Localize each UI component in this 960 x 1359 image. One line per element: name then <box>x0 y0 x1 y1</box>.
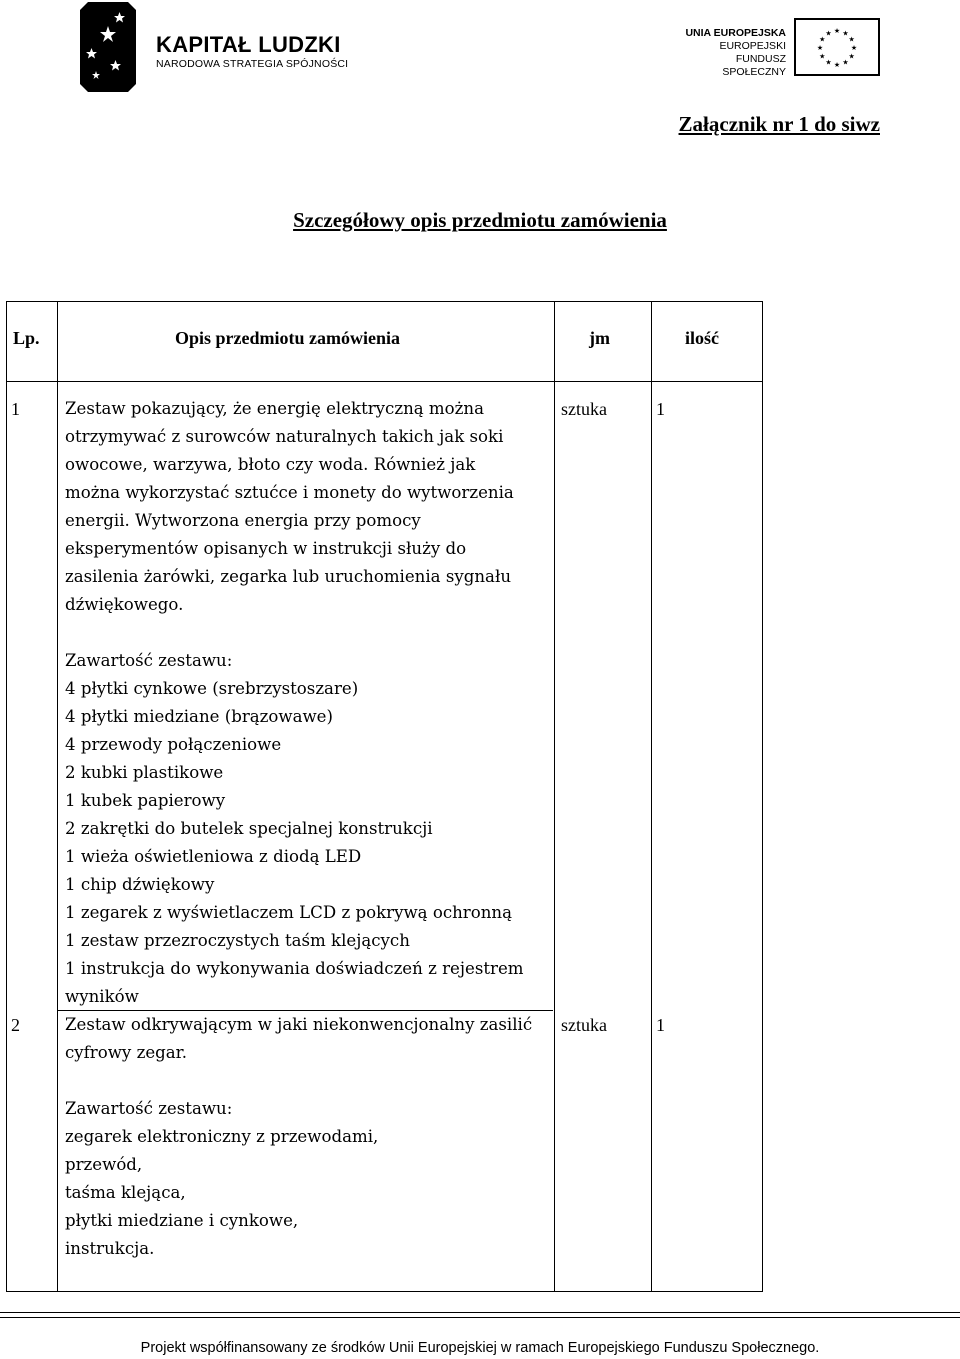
svg-text:★: ★ <box>842 58 849 67</box>
row-2-quantity: 1 <box>656 1015 665 1035</box>
footer-text: Projekt współfinansowany ze środków Unii Europejskiej w ramach Europejskiego Funduszu Społecznego. <box>140 1340 820 1356</box>
kapital-ludzki-title: KAPITAŁ LUDZKI <box>156 32 341 57</box>
svg-text:★: ★ <box>850 44 858 52</box>
specification-table <box>6 301 763 1292</box>
row-2-description: Zestaw odkrywającym w jaki niekonwencjonalny zasilić cyfrowy zegar. Zawartość zestawu: zegarek elektroniczny z przewodami, przewód, taśma klejąca, płytki miedziane i cynkowe, instrukcja. <box>65 1015 533 1258</box>
svg-text:★: ★ <box>848 35 855 44</box>
row-2-lp: 2 <box>11 1015 20 1035</box>
svg-text:★: ★ <box>825 58 832 67</box>
row-1-description: Zestaw pokazujący, że energię elektryczną można otrzymywać z surowców naturalnych takich jak soki owocowe, warzywa, błoto czy woda. Również jak można wykorzystać sztućce i monety do wytworzenia energii. Wytworzona energia przy pomocy eksperymentów opisanych w instrukcji służy do zasilenia żarówki, zegarka lub uruchomienia sygnału dźwiękowego. Zawartość zestawu: 4 płytki cynkowe (srebrzystoszare) 4 płytki miedziane (brązowawe) 4 przewody połączeniowe 2 kubki plastikowe 1 kubek papierowy 2 zakrętki do butelek specjalnej konstrukcji 1 wieża oświetleniowa z diodą LED 1 chip dźwiękowy 1 zegarek z wyświetlaczem LCD z pokrywą ochronną 1 zestaw przezroczystych taśm klejących 1 instrukcja do wykonywania doświadczeń z rejestrem wyników <box>65 399 524 1006</box>
svg-text:★: ★ <box>833 61 841 69</box>
row-1-lp: 1 <box>11 399 20 419</box>
row-2-unit: sztuka <box>561 1015 607 1035</box>
header-lp: Lp. <box>13 328 40 348</box>
eu-logo-line1: UNIA EUROPEJSKA <box>685 27 786 39</box>
eu-flag-icon <box>794 18 880 76</box>
eu-logo <box>674 18 880 78</box>
kapital-ludzki-subtitle: NARODOWA STRATEGIA SPÓJNOŚCI <box>156 58 349 70</box>
svg-text:★: ★ <box>842 29 849 38</box>
svg-text:★: ★ <box>833 27 841 35</box>
header-description: Opis przedmiotu zamówienia <box>175 328 400 348</box>
svg-text:★: ★ <box>816 44 824 52</box>
column-divider <box>651 302 652 1291</box>
row-1-quantity: 1 <box>656 399 665 419</box>
eu-logo-line3: FUNDUSZ SPOŁECZNY <box>722 53 786 78</box>
kapital-ludzki-logo <box>80 2 370 92</box>
header-unit: jm <box>589 328 610 348</box>
svg-text:★: ★ <box>819 52 826 61</box>
row-divider <box>7 381 762 382</box>
kapital-ludzki-emblem-icon <box>80 2 136 92</box>
eu-logo-line2: EUROPEJSKI <box>719 40 786 52</box>
column-divider <box>57 302 58 1291</box>
row-1-unit: sztuka <box>561 399 607 419</box>
document-title: Szczegółowy opis przedmiotu zamówienia <box>293 208 667 232</box>
footer-divider <box>0 1312 960 1313</box>
footer-divider <box>0 1317 960 1318</box>
svg-text:★: ★ <box>848 52 855 61</box>
annex-title: Załącznik nr 1 do siwz <box>678 112 880 136</box>
svg-text:★: ★ <box>819 35 826 44</box>
header-quantity: ilość <box>685 328 719 348</box>
svg-text:★: ★ <box>825 29 832 38</box>
